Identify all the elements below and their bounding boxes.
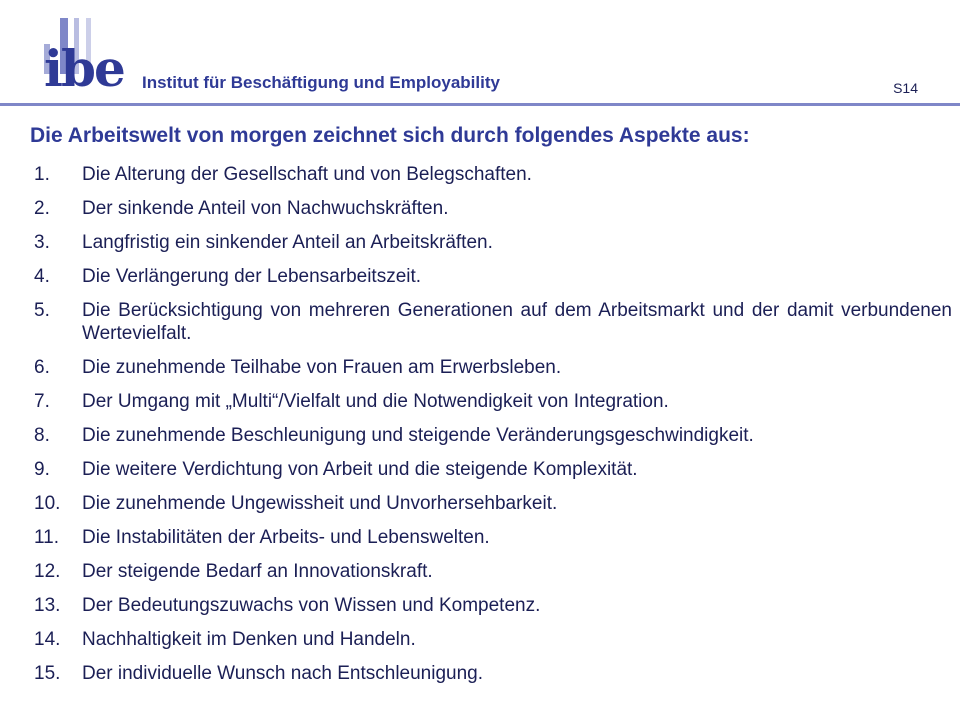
list-item-text: Die weitere Verdichtung von Arbeit und die steigende Komplexität. xyxy=(82,459,638,480)
list-item-text: Der individuelle Wunsch nach Entschleunigung. xyxy=(82,663,484,684)
list-item-text: Nachhaltigkeit im Denken und Handeln. xyxy=(82,629,416,650)
list-item-number: 4. xyxy=(34,266,50,287)
list-item xyxy=(34,231,952,254)
list-item xyxy=(34,662,952,685)
list-item-number: 8. xyxy=(34,425,50,446)
list-item-number: 9. xyxy=(34,459,50,480)
list-item-text: Die Berücksichtigung von mehreren Generationen auf dem Arbeitsmarkt und der damit verbundenen Wertevielfalt. xyxy=(82,300,952,344)
list-item-number: 1. xyxy=(34,164,50,185)
list-item xyxy=(34,197,952,220)
list-item-number: 10. xyxy=(34,493,61,514)
page-number: S14 xyxy=(893,80,918,96)
list-item xyxy=(34,163,952,186)
list-item-text: Die Verlängerung der Lebensarbeitszeit. xyxy=(82,266,422,287)
logo-mark xyxy=(40,18,130,98)
list-item-number: 2. xyxy=(34,198,50,219)
institute-name: Institut für Beschäftigung und Employability xyxy=(142,73,500,92)
list-item-number: 12. xyxy=(34,561,61,582)
list-item xyxy=(34,265,952,288)
list-item-text: Die zunehmende Beschleunigung und steigende Veränderungsgeschwindigkeit. xyxy=(82,425,754,446)
list-item-number: 3. xyxy=(34,232,50,253)
list-item-text: Der steigende Bedarf an Innovationskraft. xyxy=(82,561,433,582)
ibe-logo xyxy=(40,18,500,98)
list-item xyxy=(34,628,952,651)
list-item-text: Die zunehmende Ungewissheit und Unvorhersehbarkeit. xyxy=(82,493,558,514)
list-item xyxy=(34,299,952,345)
list-item-number: 6. xyxy=(34,357,50,378)
logo-text: ibe xyxy=(44,39,124,98)
list-item-text: Der sinkende Anteil von Nachwuchskräften. xyxy=(82,198,449,219)
list-item xyxy=(34,594,952,617)
list-item-text: Der Bedeutungszuwachs von Wissen und Kompetenz. xyxy=(82,595,541,616)
list-item xyxy=(34,356,952,379)
slide-title: Die Arbeitswelt von morgen zeichnet sich durch folgendes Aspekte aus: xyxy=(30,124,750,147)
list-item xyxy=(34,526,952,549)
list-item-text: Langfristig ein sinkender Anteil an Arbeitskräften. xyxy=(82,232,493,253)
aspects-list xyxy=(34,163,952,696)
list-item xyxy=(34,424,952,447)
list-item-text: Die Alterung der Gesellschaft und von Belegschaften. xyxy=(82,164,532,185)
list-item xyxy=(34,560,952,583)
list-item xyxy=(34,458,952,481)
list-item-text: Die Instabilitäten der Arbeits- und Lebenswelten. xyxy=(82,527,490,548)
list-item xyxy=(34,492,952,515)
list-item-text: Der Umgang mit „Multi“/Vielfalt und die Notwendigkeit von Integration. xyxy=(82,391,669,412)
list-item-number: 11. xyxy=(34,527,60,548)
list-item-number: 14. xyxy=(34,629,61,650)
list-item-number: 15. xyxy=(34,663,61,684)
list-item xyxy=(34,390,952,413)
list-item-number: 13. xyxy=(34,595,61,616)
list-item-text: Die zunehmende Teilhabe von Frauen am Erwerbsleben. xyxy=(82,357,562,378)
list-item-number: 5. xyxy=(34,300,50,321)
list-item-number: 7. xyxy=(34,391,50,412)
header-divider xyxy=(0,103,960,106)
